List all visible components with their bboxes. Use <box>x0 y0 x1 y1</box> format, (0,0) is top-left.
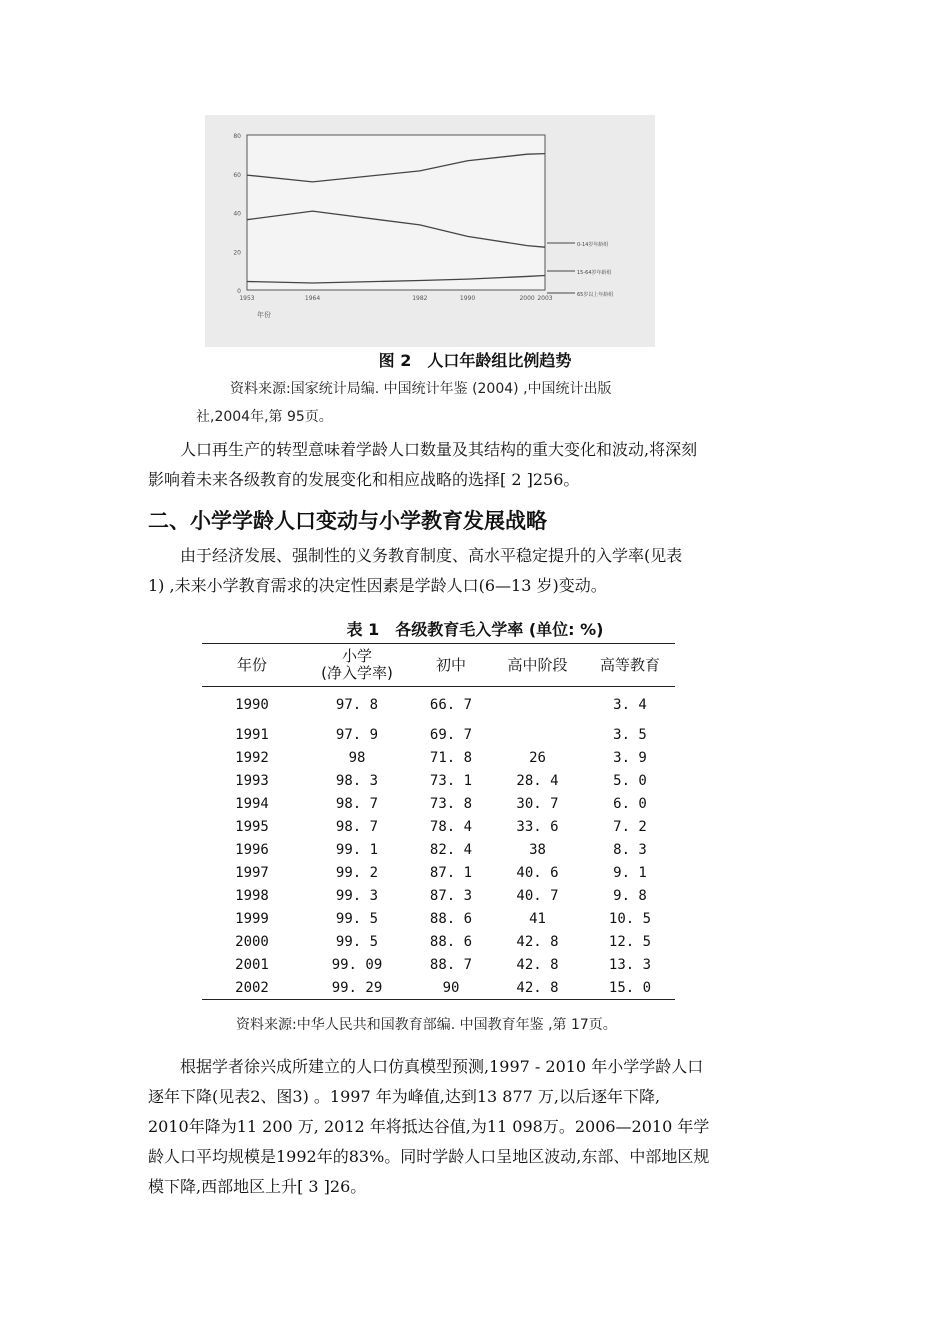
table-title: 表 1 各级教育毛入学率 (单位: %) <box>346 620 604 639</box>
table-cell: 71. 8 <box>429 749 473 766</box>
table-cell: 98. 7 <box>335 818 379 835</box>
table-cell: 2002 <box>202 976 302 1000</box>
table-cell: 78. 4 <box>429 818 473 835</box>
paragraph-2 <box>148 541 808 601</box>
table-cell: 99. 3 <box>335 887 379 904</box>
table-cell: 98. 7 <box>335 795 379 812</box>
table-row <box>202 687 675 724</box>
table-cell: 28. 4 <box>516 772 559 789</box>
table-row <box>202 907 675 930</box>
table-cell: 3. 5 <box>613 726 647 743</box>
table-cell: 1994 <box>235 795 269 812</box>
x-tick-label: 1982 <box>412 295 428 302</box>
table-cell: 30. 7 <box>516 795 559 812</box>
table-row <box>202 953 675 976</box>
x-tick-label: 2003 <box>537 295 553 302</box>
table-cell: 1997 <box>235 864 269 881</box>
table-cell: 97. 8 <box>335 697 379 713</box>
figure-source-line-1: 资料来源:国家统计局编. 中国统计年鉴 (2004) ,中国统计出版 <box>230 381 612 397</box>
table-cell: 3. 4 <box>613 697 647 713</box>
table-cell: 99. 09 <box>331 956 383 973</box>
table-cell: 9. 8 <box>613 887 647 904</box>
paragraph-3-line-2: 逐年下降(见表2、图3) 。1997 年为峰值,达到13 877 万,以后逐年下降, <box>148 1087 661 1106</box>
table-row <box>202 838 675 861</box>
table-cell: 1990 <box>235 697 269 713</box>
table-cell <box>490 723 585 746</box>
figure-title: 图 2 人口年龄组比例趋势 <box>378 351 572 370</box>
enrollment-table <box>202 643 675 1000</box>
figure-2 <box>205 115 655 347</box>
table-row <box>202 792 675 815</box>
table-cell: 2001 <box>235 956 269 973</box>
table-cell: 99. 5 <box>335 933 379 950</box>
table-cell: 97. 9 <box>335 726 379 743</box>
table-row <box>202 930 675 953</box>
table-cell: 88. 7 <box>429 956 473 973</box>
figure-source-line-2: 社,2004年,第 95页。 <box>196 409 333 425</box>
table-row <box>202 861 675 884</box>
table-cell: 3. 9 <box>613 749 647 766</box>
paragraph-1 <box>148 435 808 495</box>
table-cell: 26 <box>529 749 546 766</box>
table-cell: 87. 1 <box>429 864 473 881</box>
table-cell: 13. 3 <box>608 956 652 973</box>
table-cell: 99. 1 <box>335 841 379 858</box>
header-year: 年份 <box>202 644 302 687</box>
table-cell: 1999 <box>235 910 269 927</box>
table-cell: 98. 3 <box>335 772 379 789</box>
table-cell: 69. 7 <box>429 726 473 743</box>
y-tick-label: 40 <box>233 210 241 218</box>
table-cell: 42. 8 <box>516 956 559 973</box>
table-cell: 33. 6 <box>516 818 559 835</box>
plot-area <box>247 135 545 290</box>
table-header-row <box>202 644 675 687</box>
table-cell: 7. 2 <box>613 818 647 835</box>
table-cell: 40. 6 <box>516 864 559 881</box>
header-higher: 高等教育 <box>585 644 675 687</box>
table-row <box>202 976 675 1000</box>
table-cell: 98 <box>348 749 366 766</box>
table-cell: 87. 3 <box>429 887 473 904</box>
paragraph-2-line-1: 由于经济发展、强制性的义务教育制度、高水平稳定提升的入学率(见表 <box>180 546 683 565</box>
table-row <box>202 884 675 907</box>
header-primary-line-1: 小学 <box>341 647 372 665</box>
y-tick-label: 60 <box>233 171 241 179</box>
table-cell: 6. 0 <box>613 795 647 812</box>
table-cell: 9. 1 <box>613 864 647 881</box>
table-cell: 1996 <box>235 841 269 858</box>
table-row <box>202 769 675 792</box>
paragraph-1-line-2: 影响着未来各级教育的发展变化和相应战略的选择[ 2 ]256。 <box>148 470 580 489</box>
table-cell: 1992 <box>235 749 269 766</box>
table-row <box>202 723 675 746</box>
section-heading: 二、小学学龄人口变动与小学教育发展战略 <box>148 509 547 533</box>
table-cell: 1991 <box>235 726 269 743</box>
paragraph-3-line-1: 根据学者徐兴成所建立的人口仿真模型预测,1997 - 2010 年小学学龄人口 <box>180 1057 704 1076</box>
paragraph-3-line-3: 2010年降为11 200 万, 2012 年将抵达谷值,为11 098万。2006—2010 年学 <box>148 1117 710 1136</box>
table-cell: 99. 2 <box>335 864 379 881</box>
y-tick-label: 0 <box>237 288 241 295</box>
age-group-line-chart <box>205 115 655 347</box>
table-source: 资料来源:中华人民共和国教育部编. 中国教育年鉴 ,第 17页。 <box>236 1017 617 1033</box>
header-primary <box>302 644 412 687</box>
table-cell: 1998 <box>235 887 269 904</box>
table-cell: 15. 0 <box>585 976 675 1000</box>
header-primary-line-2: (净入学率) <box>321 664 393 682</box>
table-cell: 82. 4 <box>429 841 473 858</box>
x-tick-label: 1953 <box>239 295 255 302</box>
table-row <box>202 746 675 769</box>
table-cell: 12. 5 <box>608 933 652 950</box>
table-cell: 90 <box>412 976 490 1000</box>
table-row <box>202 815 675 838</box>
y-tick-label: 80 <box>233 133 241 140</box>
table-cell: 2000 <box>235 933 269 950</box>
table-cell: 66. 7 <box>429 697 473 713</box>
legend-label: 15-64岁年龄组 <box>577 270 612 276</box>
table-cell: 38 <box>529 841 546 858</box>
table-cell: 8. 3 <box>613 841 647 858</box>
table-cell: 40. 7 <box>516 887 559 904</box>
table-cell: 42. 8 <box>490 976 585 1000</box>
table-cell: 1995 <box>235 818 269 835</box>
table-cell: 42. 8 <box>516 933 559 950</box>
paragraph-3 <box>148 1052 808 1202</box>
legend-label: 65岁以上年龄组 <box>577 292 614 298</box>
header-senior: 高中阶段 <box>490 644 585 687</box>
header-junior: 初中 <box>412 644 490 687</box>
x-tick-label: 1990 <box>459 295 476 302</box>
table-cell: 5. 0 <box>613 772 647 789</box>
paragraph-3-line-4: 龄人口平均规模是1992年的83%。同时学龄人口呈地区波动,东部、中部地区规 <box>148 1147 710 1166</box>
table-cell: 99. 29 <box>302 976 412 1000</box>
table-cell: 88. 6 <box>429 933 473 950</box>
table-cell: 99. 5 <box>335 910 379 927</box>
legend-label: 0-14岁年龄组 <box>577 242 609 248</box>
paragraph-3-line-5: 模下降,西部地区上升[ 3 ]26。 <box>148 1177 367 1196</box>
paragraph-1-line-1: 人口再生产的转型意味着学龄人口数量及其结构的重大变化和波动,将深刻 <box>180 440 698 459</box>
paragraph-2-line-2: 1) ,未来小学教育需求的决定性因素是学龄人口(6—13 岁)变动。 <box>148 576 607 595</box>
table-cell: 73. 1 <box>429 772 473 789</box>
x-tick-label: 1964 <box>304 295 321 302</box>
table-cell: 10. 5 <box>608 910 652 927</box>
table-cell: 73. 8 <box>429 795 473 812</box>
table-cell: 41 <box>529 910 546 927</box>
x-tick-label: 2000 <box>519 295 535 302</box>
table-cell: 1993 <box>235 772 269 789</box>
x-axis-label: 年份 <box>257 311 271 319</box>
y-tick-label: 20 <box>233 249 241 257</box>
table-cell: 88. 6 <box>429 910 473 927</box>
table-cell <box>490 687 585 724</box>
